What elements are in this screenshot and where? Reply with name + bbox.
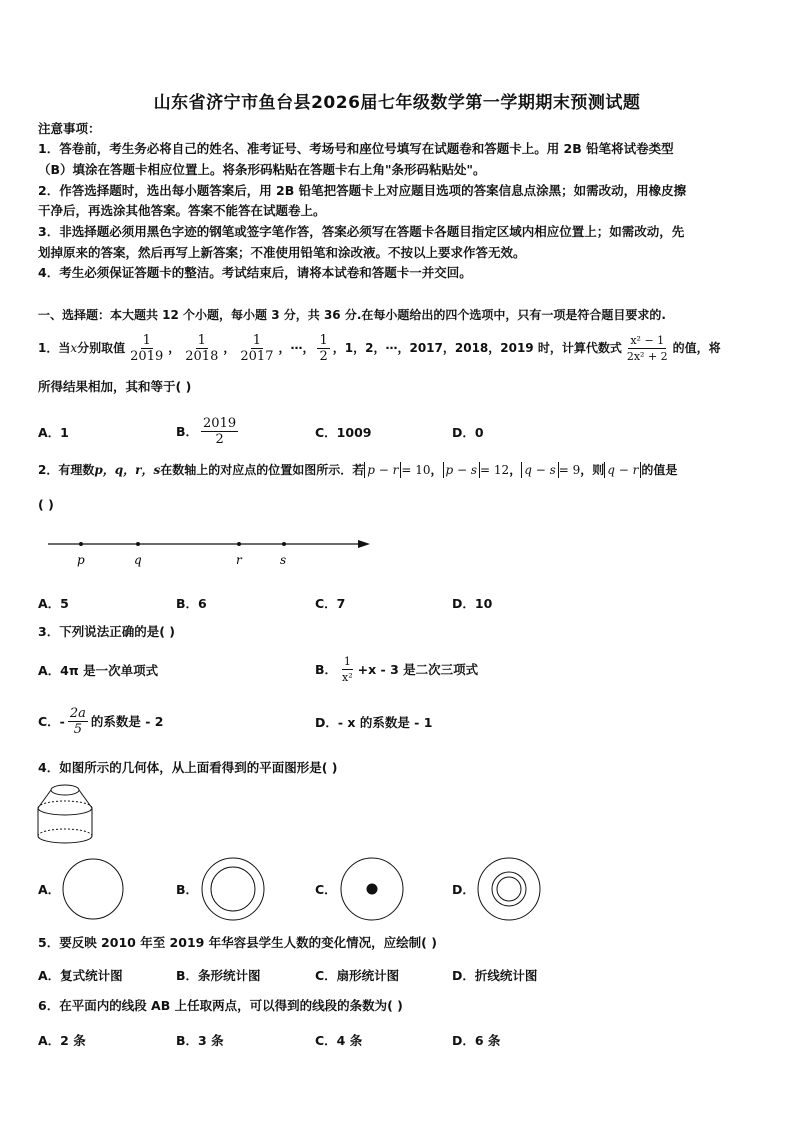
q2-option-c[interactable]: C．7 bbox=[315, 596, 346, 611]
notice-heading: 注意事项： bbox=[38, 121, 101, 136]
q1-option-a[interactable]: A．1 bbox=[38, 425, 69, 440]
q2-abs-2: p − s bbox=[443, 462, 481, 478]
q1-line2: 所得结果相加，其和等于( ) bbox=[38, 379, 192, 394]
q3-option-b-fraction: $\frac{1}{\text{x²}}$ bbox=[342, 654, 353, 684]
q2-option-a[interactable]: A．5 bbox=[38, 596, 69, 611]
question-3: 3．下列说法正确的是( ) bbox=[38, 624, 175, 639]
section-heading: 一、选择题：本大题共 12 个小题，每小题 3 分，共 36 分.在每小题给出的四个选项中，只有一项是符合题目要求的. bbox=[38, 308, 666, 322]
question-1: 1．当 x 分别取值 $\frac{1}{2019}$ ， $\frac{1}{2018}$ ， $\frac{1}{2017}$ ，⋯， $\frac{1}{2}$ ，1，2，⋯，2017，2018，2019 时，计算代数式 $\frac{\text{x² − 1}}{\text{2x² + 2}}$ 的值，将 bbox=[38, 332, 721, 364]
q5-option-a[interactable]: A．复式统计图 bbox=[38, 968, 123, 983]
q5-option-d[interactable]: D．折线统计图 bbox=[452, 968, 538, 983]
q6-option-d[interactable]: D．6 条 bbox=[452, 1033, 501, 1048]
q2-vars: p，q，r，s bbox=[94, 463, 161, 477]
label-r: r bbox=[236, 553, 242, 567]
q1-option-d[interactable]: D．0 bbox=[452, 425, 484, 440]
q2-val-1: = 10 bbox=[401, 463, 431, 477]
q6-option-c[interactable]: C．4 条 bbox=[315, 1033, 363, 1048]
q4-option-d-label[interactable]: D． bbox=[452, 882, 475, 897]
q2-abs-1: p − r bbox=[364, 462, 401, 478]
q2-abs-3: q − s bbox=[521, 462, 559, 478]
q1-fraction-4: $\frac{1}{2}$ bbox=[319, 332, 328, 364]
q1-var: x bbox=[70, 341, 78, 355]
q3-option-d[interactable]: D．- x 的系数是 - 1 bbox=[315, 715, 433, 730]
q2-val-3: = 9 bbox=[558, 463, 581, 477]
q1-fraction-2: $\frac{1}{2018}$ bbox=[185, 332, 219, 364]
q2-option-b[interactable]: B．6 bbox=[176, 596, 207, 611]
page-title: 山东省济宁市鱼台县2026届七年级数学第一学期期末预测试题 bbox=[153, 93, 641, 113]
question-5: 5．要反映 2010 年至 2019 年华容县学生人数的变化情况，应绘制( ) bbox=[38, 935, 437, 950]
q3-option-b-tail: +x - 3 是二次三项式 bbox=[357, 662, 479, 677]
q3-option-c[interactable] bbox=[38, 700, 164, 742]
arrow-head bbox=[358, 540, 370, 548]
q2-mid: 在数轴上的对应点的位置如图所示．若 bbox=[160, 463, 365, 477]
q1-fraction-3: $\frac{1}{2017}$ bbox=[240, 332, 274, 364]
q4-option-c-label[interactable]: C． bbox=[315, 882, 337, 897]
q1-option-b-label: B． bbox=[176, 424, 199, 439]
q3-option-c-tail: 的系数是 - 2 bbox=[90, 714, 164, 729]
q2-paren: ( ) bbox=[38, 497, 54, 512]
q3-option-b[interactable] bbox=[315, 650, 478, 688]
q4-option-b-figure[interactable] bbox=[198, 856, 268, 922]
notice-line: 2．作答选择题时，选出每小题答案后，用 2B 铅笔把答题卡上对应题目选项的答案信息点涂黑；如需改动，用橡皮擦 bbox=[38, 183, 687, 198]
q3-option-b-label: B． bbox=[315, 662, 338, 677]
notice-line: 干净后，再选涂其他答案。答案不能答在试题卷上。 bbox=[38, 203, 326, 218]
q4-option-b-label[interactable]: B． bbox=[176, 882, 199, 897]
question-4: 4．如图所示的几何体，从上面看得到的平面图形是( ) bbox=[38, 760, 338, 775]
label-s: s bbox=[280, 553, 287, 567]
q1-expression: $\frac{\text{x² − 1}}{\text{2x² + 2}}$ bbox=[626, 333, 668, 363]
q3-option-c-fraction: $\frac{2a}{5}$ bbox=[69, 705, 86, 737]
number-line-figure bbox=[40, 533, 380, 573]
q5-option-b[interactable]: B．条形统计图 bbox=[176, 968, 261, 983]
q2-then: ，则 bbox=[580, 463, 605, 477]
notice-line: 4．考生必须保证答题卡的整洁。考试结束后，请将本试卷和答题卡一并交回。 bbox=[38, 265, 472, 280]
q1-sequence: ，1，2，⋯，2017，2018，2019 时，计算代数式 bbox=[332, 341, 622, 355]
q1-tail: 的值，将 bbox=[672, 341, 721, 355]
q1-fraction-1: $\frac{1}{2019}$ bbox=[130, 332, 164, 364]
q1-dots: ，⋯， bbox=[278, 341, 315, 355]
notice-line: （B）填涂在答题卡相应位置上。将条形码粘贴在答题卡右上角"条形码粘贴处"。 bbox=[38, 162, 486, 177]
q6-option-a[interactable]: A．2 条 bbox=[38, 1033, 86, 1048]
q3-option-c-label: C．- bbox=[38, 714, 65, 729]
notice-line: 3．非选择题必须用黑色字迹的钢笔或签字笔作答，答案必须写在答题卡各题目指定区域内相应位置上；如需改动，先 bbox=[38, 224, 685, 239]
question-2: 2．有理数 p，q，r，s 在数轴上的对应点的位置如图所示．若 p − r = 10 ， p − s = 12 ， q − s = 9 ，则 q − r 的值是 bbox=[38, 463, 678, 477]
label-q: q bbox=[134, 553, 142, 567]
label-p: p bbox=[77, 553, 85, 567]
q2-option-d[interactable]: D．10 bbox=[452, 596, 493, 611]
q2-val-2: = 12 bbox=[480, 463, 510, 477]
question-6: 6．在平面内的线段 AB 上任取两点，可以得到的线段的条数为( ) bbox=[38, 998, 403, 1013]
q1-mid: 分别取值 bbox=[77, 341, 126, 355]
q4-option-d-figure[interactable] bbox=[474, 856, 544, 922]
frustum-cylinder-figure bbox=[34, 780, 96, 850]
q1-prefix: 1．当 bbox=[38, 341, 71, 355]
q1-option-b[interactable] bbox=[176, 409, 241, 453]
point-r bbox=[237, 542, 241, 546]
q2-prefix: 2．有理数 bbox=[38, 463, 95, 477]
q4-option-c-figure[interactable] bbox=[338, 856, 406, 922]
notice-line: 1．答卷前，考生务必将自己的姓名、准考证号、考场号和座位号填写在试题卷和答题卡上。用 2B 铅笔将试卷类型 bbox=[38, 141, 674, 156]
q1-option-b-fraction: $\frac{2019}{2}$ bbox=[203, 415, 237, 447]
q6-option-b[interactable]: B．3 条 bbox=[176, 1033, 224, 1048]
q4-option-a-label[interactable]: A． bbox=[38, 882, 61, 897]
point-q bbox=[136, 542, 140, 546]
q2-tail: 的值是 bbox=[641, 463, 678, 477]
q1-option-c[interactable]: C．1009 bbox=[315, 425, 372, 440]
point-p bbox=[79, 542, 83, 546]
q3-option-a[interactable]: A．4π 是一次单项式 bbox=[38, 663, 159, 678]
q2-abs-4: q − r bbox=[604, 462, 641, 478]
point-s bbox=[282, 542, 286, 546]
q4-option-a-figure[interactable] bbox=[60, 856, 126, 922]
notice-line: 划掉原来的答案，然后再写上新答案；不准使用铅笔和涂改液。不按以上要求作答无效。 bbox=[38, 245, 526, 260]
q5-option-c[interactable]: C．扇形统计图 bbox=[315, 968, 400, 983]
